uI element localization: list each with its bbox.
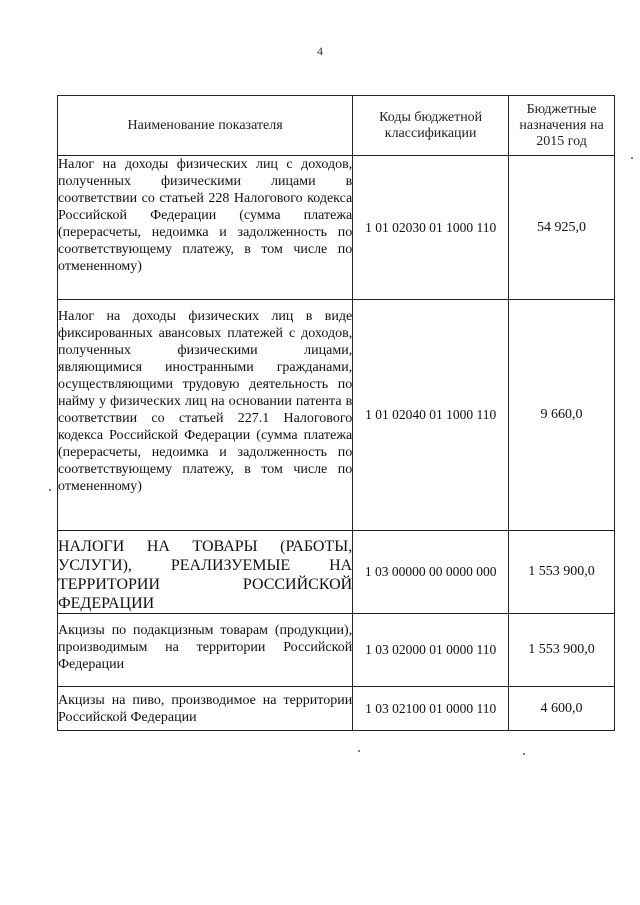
page-number: 4 (317, 44, 323, 58)
table-row (58, 156, 615, 300)
row-code: 1 01 02040 01 1000 110 (353, 300, 509, 531)
table-header-row (58, 96, 615, 156)
row-amount: 54 925,0 (509, 156, 615, 300)
row-name: Акцизы на пиво, производимое на территории Российской Федерации (58, 687, 353, 731)
row-code: 1 03 02100 01 0000 110 (353, 687, 509, 731)
scan-speck (631, 157, 633, 159)
table-row (58, 687, 615, 731)
table-row (58, 300, 615, 531)
row-code: 1 01 02030 01 1000 110 (353, 156, 509, 300)
header-budget-code: Коды бюджетной классификации (353, 96, 509, 156)
budget-table (57, 95, 615, 731)
table-row (58, 531, 615, 614)
row-amount: 1 553 900,0 (509, 614, 615, 687)
scan-speck (523, 753, 525, 755)
row-name: Налог на доходы физических лиц в виде фиксированных авансовых платежей с доходов, полученных физическими лицами, являющимися иностранными гражданами, осуществляющими трудовую деятельность по найму у физических лиц на основании патента в соответствии со статьей 227.1 Налогового кодекса Российской Федерации (сумма платежа (перерасчеты, недоимка и задолженность по соответствующему платежу, в том числе по отмененному) (58, 300, 353, 531)
row-amount: 1 553 900,0 (509, 531, 615, 614)
row-name: НАЛОГИ НА ТОВАРЫ (РАБОТЫ, УСЛУГИ), РЕАЛИЗУЕМЫЕ НА ТЕРРИТОРИИ РОССИЙСКОЙ ФЕДЕРАЦИИ (58, 531, 353, 614)
row-name: Налог на доходы физических лиц с доходов, полученных физическими лицами в соответствии со статьей 228 Налогового кодекса Российской Федерации (сумма платежа (перерасчеты, недоимка и задолженность по соответствующему платежу, в том числе по отмененному) (58, 156, 353, 300)
header-budget-amount: Бюджетные назначения на 2015 год (509, 96, 615, 156)
row-name: Акцизы по подакцизным товарам (продукции), производимым на территории Российской Федерации (58, 614, 353, 687)
table-row (58, 614, 615, 687)
header-indicator-name: Наименование показателя (58, 96, 353, 156)
row-code: 1 03 02000 01 0000 110 (353, 614, 509, 687)
row-amount: 9 660,0 (509, 300, 615, 531)
scan-speck (49, 489, 51, 491)
scan-speck (358, 750, 360, 752)
row-amount: 4 600,0 (509, 687, 615, 731)
row-code: 1 03 00000 00 0000 000 (353, 531, 509, 614)
